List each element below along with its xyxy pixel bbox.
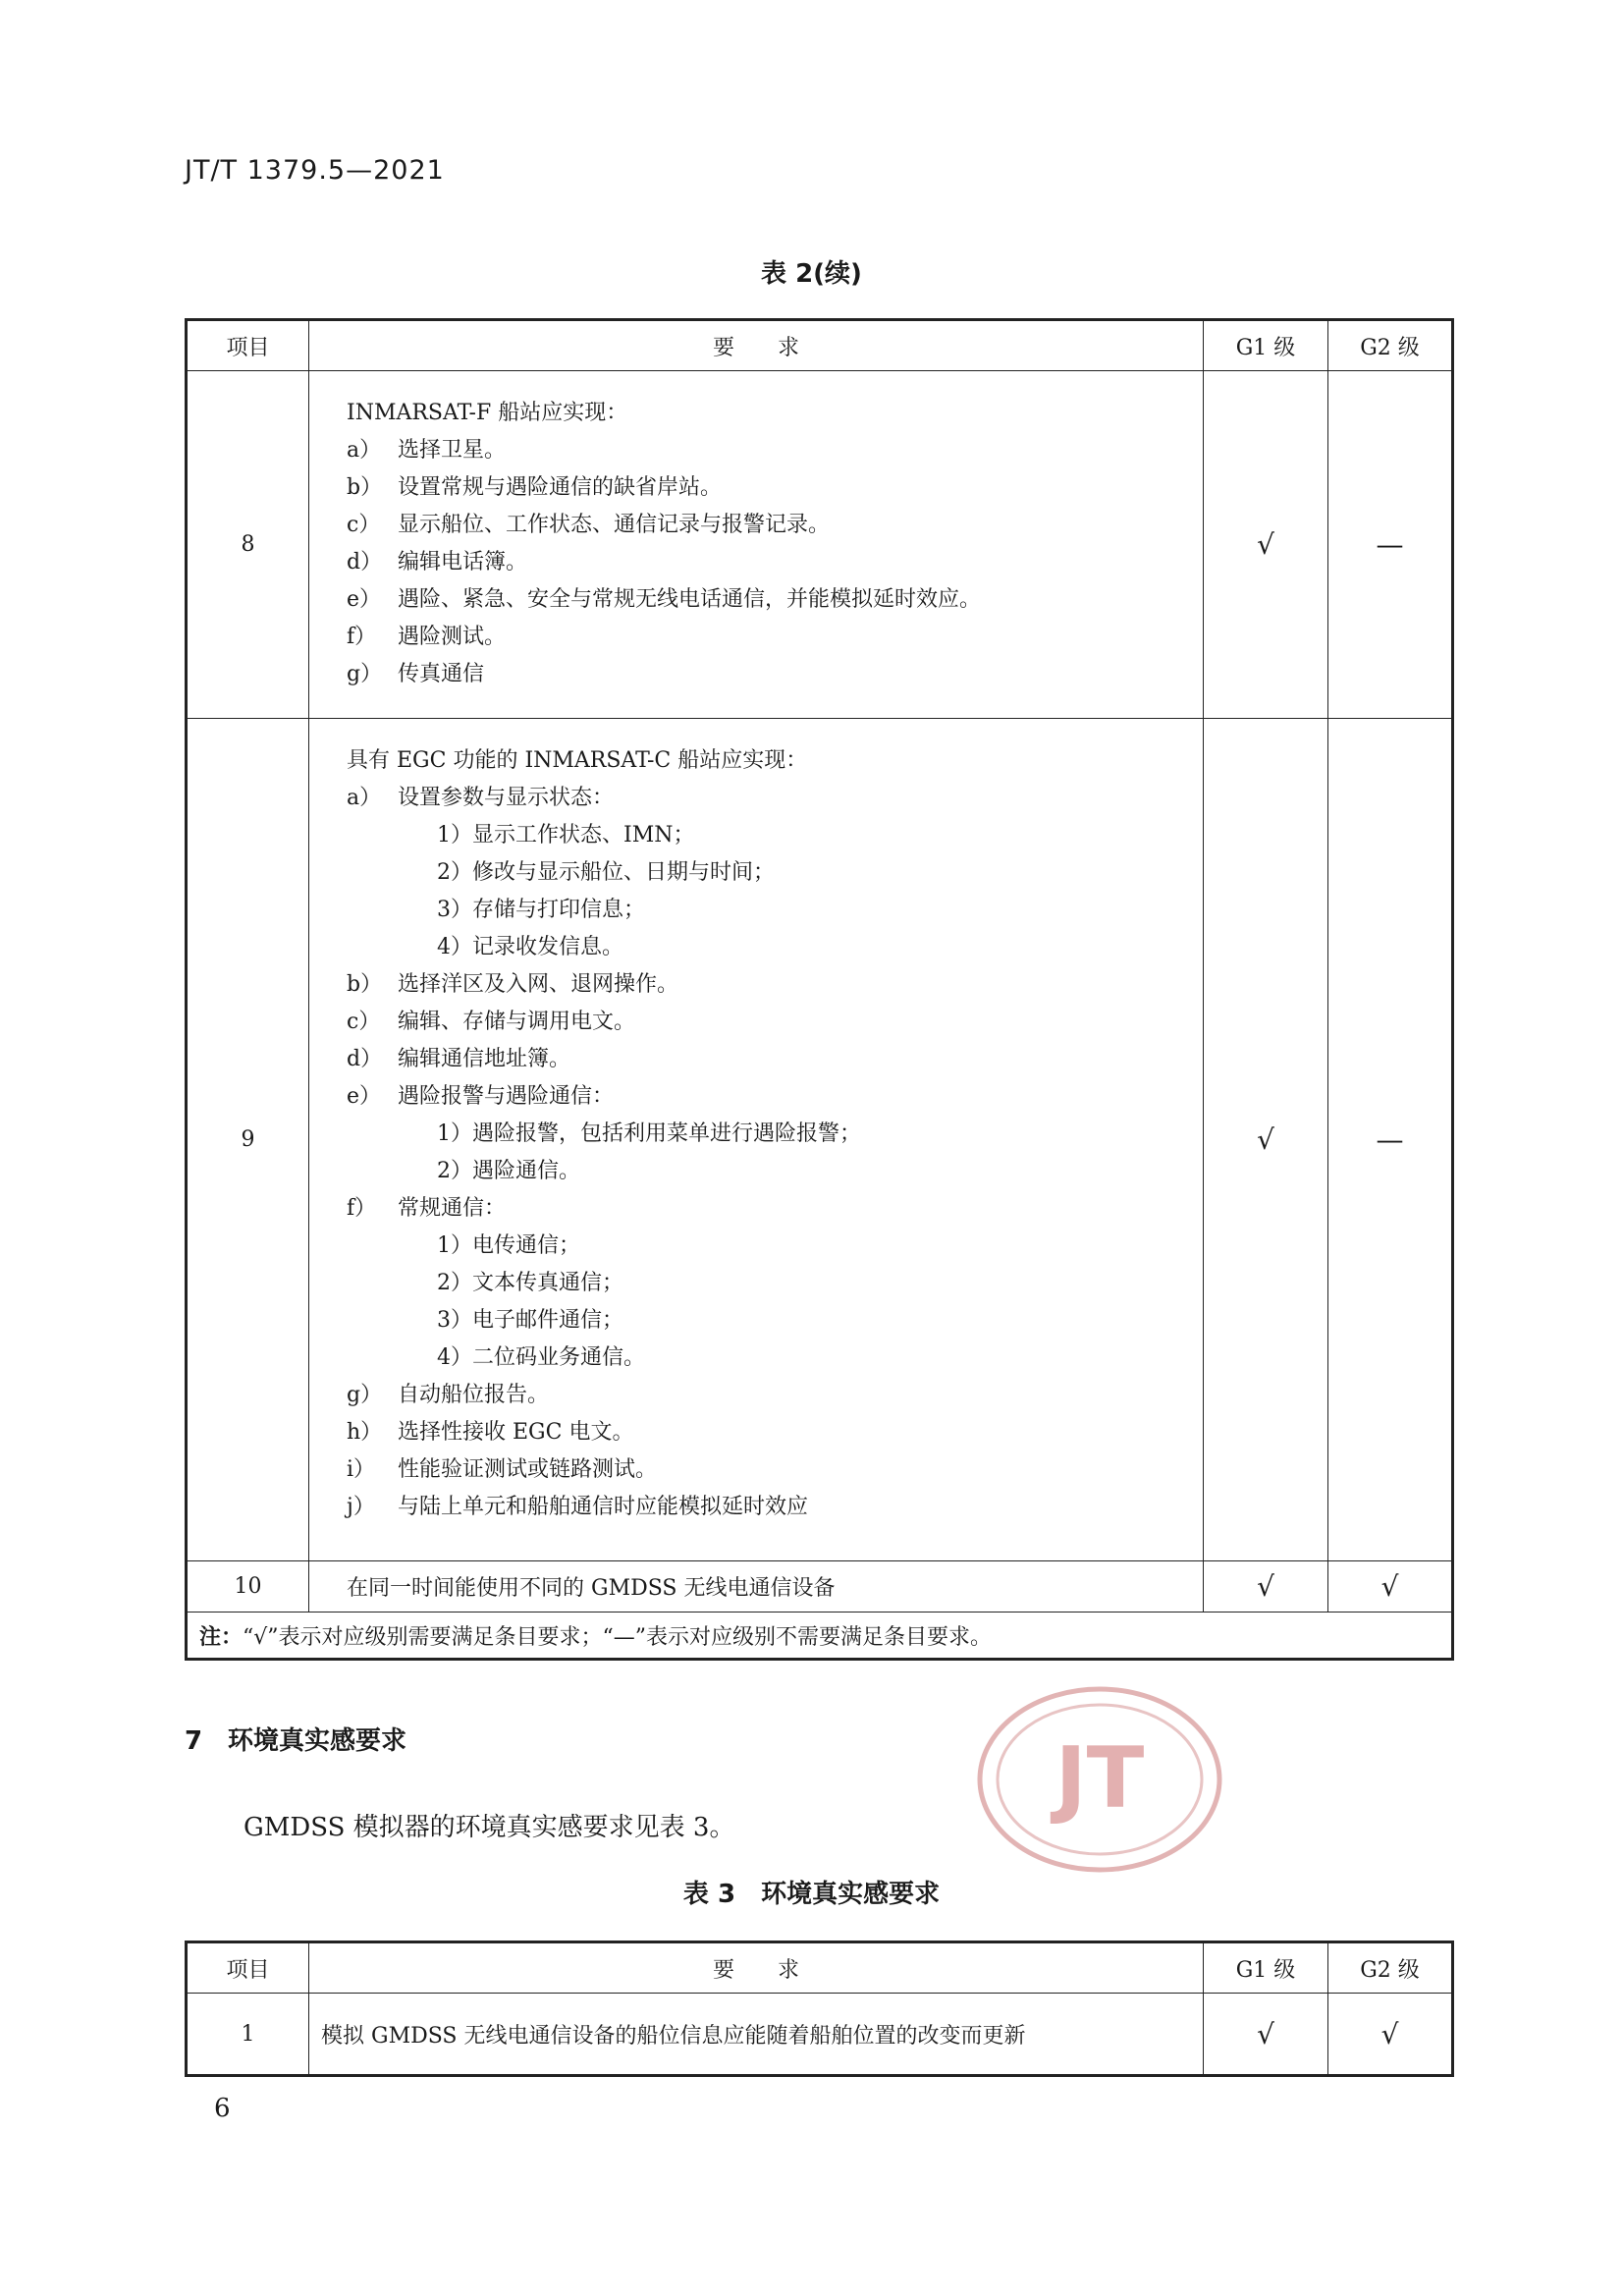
- requirement-cell: [309, 371, 1204, 719]
- list-subitem: 3）存储与打印信息；: [437, 898, 645, 922]
- row-item-number: 8: [187, 371, 309, 719]
- table2-header-row: [187, 320, 1453, 371]
- list-subitem: 1）电传通信；: [437, 1233, 580, 1258]
- row-item-number: 1: [187, 1994, 309, 2076]
- section-number: 7: [185, 1726, 203, 1756]
- table-row: [187, 1561, 1453, 1613]
- list-item: d） 编辑电话簿。: [347, 550, 528, 574]
- list-subitem: 2）遇险通信。: [437, 1159, 580, 1183]
- section-title: 环境真实感要求: [228, 1726, 407, 1756]
- list-subitem: 2）文本传真通信；: [437, 1271, 623, 1295]
- list-item: j） 与陆上单元和船舶通信时应能模拟延时效应: [347, 1495, 809, 1519]
- list-item: e） 遇险、紧急、安全与常规无线电话通信，并能模拟延时效应。: [347, 587, 982, 612]
- page-number: 6: [214, 2094, 231, 2123]
- header-requirement: 要 求: [309, 320, 1204, 371]
- header-g2: G2 级: [1328, 320, 1453, 371]
- row-item-number: 9: [187, 719, 309, 1561]
- table-row: [187, 1994, 1453, 2076]
- header-g1: G1 级: [1204, 320, 1328, 371]
- section-paragraph: GMDSS 模拟器的环境真实感要求见表 3。: [243, 1813, 735, 1842]
- table3-caption: 表 3 环境真实感要求: [682, 1880, 941, 1909]
- list-item: g） 自动船位报告。: [347, 1383, 550, 1407]
- table2: [185, 318, 1454, 1661]
- table3: [185, 1941, 1454, 2077]
- g2-check-mark: √: [1328, 1561, 1453, 1613]
- seal-text: JT: [1055, 1729, 1145, 1828]
- table-note-row: [187, 1613, 1453, 1660]
- list-item: a） 选择卫星。: [347, 438, 507, 463]
- g1-check-mark: √: [1204, 371, 1328, 719]
- requirement-cell: [309, 719, 1204, 1561]
- header-g2: G2 级: [1328, 1942, 1453, 1994]
- list-item: b） 选择洋区及入网、退网操作。: [347, 972, 679, 997]
- list-subitem: 2）修改与显示船位、日期与时间；: [437, 860, 775, 885]
- requirement-intro: 具有 EGC 功能的 INMARSAT-C 船站应实现：: [347, 748, 808, 773]
- list-subitem: 4）记录收发信息。: [437, 935, 623, 959]
- list-item: e） 遇险报警与遇险通信：: [347, 1084, 615, 1109]
- requirement-cell: 模拟 GMDSS 无线电通信设备的船位信息应能随着船舶位置的改变而更新: [309, 1994, 1204, 2076]
- g1-check-mark: √: [1204, 1561, 1328, 1613]
- g2-dash-mark: —: [1328, 719, 1453, 1561]
- table-row: [187, 371, 1453, 719]
- header-requirement: 要 求: [309, 1942, 1204, 1994]
- list-item: f） 遇险测试。: [347, 625, 507, 649]
- jt-seal-watermark: [972, 1681, 1227, 1878]
- requirement-intro: INMARSAT-F 船站应实现：: [347, 401, 628, 425]
- list-subitem: 1）显示工作状态、IMN；: [437, 823, 695, 847]
- note-label: 注：: [199, 1624, 243, 1650]
- g1-check-mark: √: [1204, 719, 1328, 1561]
- list-subitem: 1）遇险报警，包括利用菜单进行遇险报警；: [437, 1121, 861, 1146]
- list-item: a） 设置参数与显示状态：: [347, 786, 615, 810]
- list-item: i） 性能验证测试或链路测试。: [347, 1457, 658, 1482]
- g2-check-mark: √: [1328, 1994, 1453, 2076]
- standard-code: JT/T 1379.5—2021: [185, 155, 445, 186]
- list-item: g） 传真通信: [347, 662, 485, 686]
- table-note: [187, 1613, 1453, 1660]
- table2-caption: 表 2(续): [761, 259, 862, 289]
- header-g1: G1 级: [1204, 1942, 1328, 1994]
- header-item: 项目: [187, 320, 309, 371]
- section-heading: [185, 1721, 406, 1757]
- header-item: 项目: [187, 1942, 309, 1994]
- requirement-cell: 在同一时间能使用不同的 GMDSS 无线电通信设备: [309, 1561, 1204, 1613]
- list-item: c） 编辑、存储与调用电文。: [347, 1010, 636, 1034]
- row-item-number: 10: [187, 1561, 309, 1613]
- list-subitem: 4）二位码业务通信。: [437, 1345, 645, 1370]
- list-subitem: 3）电子邮件通信；: [437, 1308, 623, 1333]
- g2-dash-mark: —: [1328, 371, 1453, 719]
- table3-header-row: [187, 1942, 1453, 1994]
- table-row: [187, 719, 1453, 1561]
- list-item: b） 设置常规与遇险通信的缺省岸站。: [347, 475, 723, 500]
- list-item: h） 选择性接收 EGC 电文。: [347, 1420, 634, 1445]
- list-item: c） 显示船位、工作状态、通信记录与报警记录。: [347, 513, 831, 537]
- list-item: f） 常规通信：: [347, 1196, 507, 1221]
- list-item: d） 编辑通信地址簿。: [347, 1047, 571, 1071]
- g1-check-mark: √: [1204, 1994, 1328, 2076]
- note-text: “√”表示对应级别需要满足条目要求；“—”表示对应级别不需要满足条目要求。: [243, 1624, 993, 1650]
